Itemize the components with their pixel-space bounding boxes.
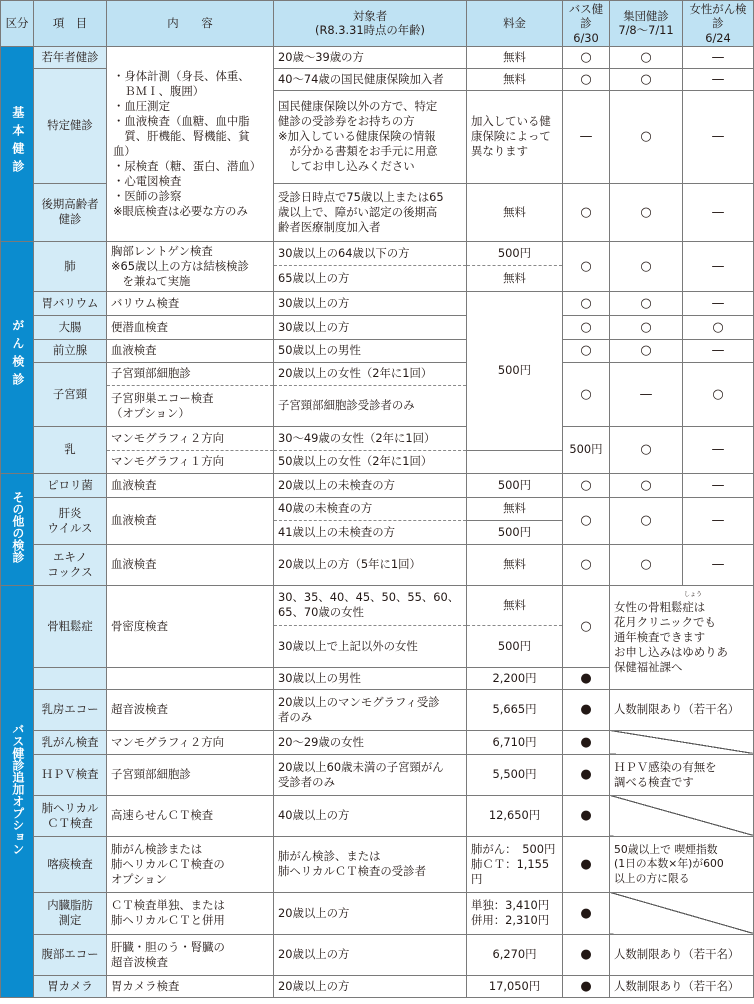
header-row	[1, 1, 754, 47]
mark-circle: ○	[563, 46, 610, 68]
mark-dash: —	[683, 183, 754, 241]
mark-circle: ○	[610, 315, 683, 339]
mark-dash: —	[683, 497, 754, 544]
table-row	[1, 892, 754, 934]
table-row	[1, 754, 754, 795]
mark-dash: —	[683, 90, 754, 183]
fee-echinococcus: 無料	[467, 544, 563, 585]
category-other	[1, 473, 34, 585]
mark-circle: ○	[610, 241, 683, 291]
header-group	[610, 1, 683, 47]
content-echinococcus: 血液検査	[107, 544, 274, 585]
mark-dash: —	[683, 241, 754, 291]
basic-content: ・身体計測（身長、体重、 ＢＭＩ、腹囲） ・血圧測定 ・血液検査（血糖、血中脂 質、肝機能、腎機能、貧血） ・尿検査（糖、蛋白、潜血） ・心電図検査 ・医師の診察 ※眼底検査は必要な方のみ	[107, 46, 274, 241]
fee-hepatitis-2: 500円	[467, 520, 563, 544]
target-lung-2: 65歳以上の方	[274, 266, 467, 292]
note-sputum: 50歳以上で 喫煙指数 (1日の本数×年)が600 以上の方に限る	[610, 836, 754, 892]
fee-sputum: 肺がん： 500円 肺ＣＴ：1,155円	[467, 836, 563, 892]
target-uterus-1: 20歳以上の女性（2年に1回）	[274, 362, 467, 385]
category-other-label: その他の検診	[10, 491, 25, 564]
header-bus-title: バス健診	[568, 2, 604, 31]
item-breast-echo: 乳房エコー	[34, 689, 107, 730]
mark-circle: ○	[683, 362, 754, 426]
content-lung: 胸部レントゲン検査 ※65歳以上の方は結核検診 を兼ねて実施	[107, 241, 274, 291]
fee-elderly: 無料	[467, 183, 563, 241]
fee-bone-1: 無料	[467, 585, 563, 625]
mark-circle: ○	[563, 68, 610, 90]
mark-dash: —	[683, 46, 754, 68]
mark-dot: ●	[563, 667, 610, 689]
header-women-date: 6/24	[705, 30, 731, 45]
mark-circle: ○	[610, 339, 683, 362]
note-bone	[610, 585, 754, 689]
item-breast-cancer: 乳がん検査	[34, 730, 107, 754]
item-uterus: 子宮頸	[34, 362, 107, 426]
mark-circle: ○	[610, 497, 683, 544]
mark-circle: ○	[563, 183, 610, 241]
target-pylori: 20歳以上の未検査の方	[274, 473, 467, 497]
mark-dash: —	[683, 291, 754, 315]
mark-circle: ○	[563, 544, 610, 585]
note-bone-text: 女性の骨粗鬆症は 花月クリニックでも 通年検査できます お申し込みはゆめりあ 保健福祉課へ	[614, 599, 728, 674]
target-visceral: 20歳以上の方	[274, 892, 467, 934]
mark-dot: ●	[563, 975, 610, 997]
fee-abdominal: 6,270円	[467, 934, 563, 975]
mark-circle: ○	[563, 339, 610, 362]
note-gastro: 人数制限あり（若干名）	[610, 975, 754, 997]
header-group-title: 集団健診	[623, 9, 669, 24]
table-row	[1, 497, 754, 520]
mark-circle: ○	[683, 315, 754, 339]
mark-dot: ●	[563, 836, 610, 892]
table-row	[1, 46, 754, 68]
mark-dot: ●	[563, 795, 610, 836]
table-row	[1, 795, 754, 836]
fee-visceral: 単独：3,410円 併用：2,310円	[467, 892, 563, 934]
table-row	[1, 426, 754, 450]
fee-hpv: 5,500円	[467, 754, 563, 795]
fee-hepatitis-1: 無料	[467, 497, 563, 520]
target-uterus-2: 子宮頸部細胞診受診者のみ	[274, 385, 467, 426]
table-row	[1, 585, 754, 625]
mark-dot: ●	[563, 892, 610, 934]
item-colon: 大腸	[34, 315, 107, 339]
mark-dash: —	[683, 426, 754, 473]
note-abdominal: 人数制限あり（若干名）	[610, 934, 754, 975]
note-breast-echo: 人数制限あり（若干名）	[610, 689, 754, 730]
fee-cancer-shared: 500円	[467, 291, 563, 450]
mark-circle: ○	[610, 183, 683, 241]
target-stomach: 30歳以上の方	[274, 291, 467, 315]
header-women	[683, 1, 754, 47]
category-basic	[1, 46, 34, 241]
header-division: 区分	[1, 1, 34, 47]
header-women-title: 女性がん検診	[689, 2, 747, 31]
item-breast: 乳	[34, 426, 107, 473]
mark-dot: ●	[563, 934, 610, 975]
table-row	[1, 689, 754, 730]
table-row	[1, 339, 754, 362]
target-gastro: 20歳以上の方	[274, 975, 467, 997]
fee-young: 無料	[467, 46, 563, 68]
mark-dash: —	[563, 90, 610, 183]
target-sputum: 肺がん検診、または 肺ヘリカルＣＴ検査の受診者	[274, 836, 467, 892]
fee-breast: 500円	[563, 426, 610, 473]
item-specific: 特定健診	[34, 68, 107, 183]
content-breast-echo: 超音波検査	[107, 689, 274, 730]
table-row	[1, 730, 754, 754]
item-prostate: 前立腺	[34, 339, 107, 362]
mark-circle: ○	[563, 315, 610, 339]
target-breast-echo: 20歳以上のマンモグラフィ受診 者のみ	[274, 689, 467, 730]
mark-circle: ○	[610, 473, 683, 497]
mark-dash: —	[683, 473, 754, 497]
fee-bone-2: 500円	[467, 625, 563, 667]
item-visceral: 内臓脂肪 測定	[34, 892, 107, 934]
mark-circle: ○	[563, 362, 610, 426]
item-lung: 肺	[34, 241, 107, 291]
item-elderly: 後期高齢者 健診	[34, 183, 107, 241]
empty-cell-slashed	[610, 892, 754, 934]
header-bus	[563, 1, 610, 47]
mark-dot: ●	[563, 730, 610, 754]
note-bone-ruby: しょう	[684, 590, 703, 598]
table-row	[1, 975, 754, 997]
header-bus-date: 6/30	[573, 30, 599, 45]
fee-specific-national: 無料	[467, 68, 563, 90]
header-content: 内 容	[107, 1, 274, 47]
fee-lung-2: 無料	[467, 266, 563, 292]
item-sputum: 喀痰検査	[34, 836, 107, 892]
item-abdominal: 腹部エコー	[34, 934, 107, 975]
item-helical: 肺ヘリカル ＣＴ検査	[34, 795, 107, 836]
mark-circle: ○	[563, 585, 610, 667]
mark-dash: —	[683, 339, 754, 362]
content-colon: 便潜血検査	[107, 315, 274, 339]
target-hpv: 20歳以上60歳未満の子宮頸がん 受診者のみ	[274, 754, 467, 795]
mark-circle: ○	[610, 544, 683, 585]
content-hpv: 子宮頸部細胞診	[107, 754, 274, 795]
target-elderly: 受診日時点で75歳以上または65 歳以上で、障がい認定の後期高 齢者医療制度加入者	[274, 183, 467, 241]
fee-breast-echo: 5,665円	[467, 689, 563, 730]
fee-bone-3: 2,200円	[467, 667, 563, 689]
target-bone-2: 30歳以上で上記以外の女性	[274, 625, 467, 667]
item-hepatitis: 肝炎 ウイルス	[34, 497, 107, 544]
content-uterus-1: 子宮頸部細胞診	[107, 362, 274, 385]
content-hepatitis: 血液検査	[107, 497, 274, 544]
mark-circle: ○	[563, 497, 610, 544]
fee-lung-1: 500円	[467, 241, 563, 266]
item-pylori: ピロリ菌	[34, 473, 107, 497]
empty-cell-slashed	[610, 795, 754, 836]
mark-circle: ○	[610, 291, 683, 315]
table-row	[1, 934, 754, 975]
header-fee: 料金	[467, 1, 563, 47]
fee-helical: 12,650円	[467, 795, 563, 836]
target-helical: 40歳以上の方	[274, 795, 467, 836]
item-echinococcus: エキノ コックス	[34, 544, 107, 585]
header-group-date: 7/8～7/11	[618, 23, 674, 38]
content-breast-1: マンモグラフィ２方向	[107, 426, 274, 450]
mark-dot: ●	[563, 689, 610, 730]
header-target-title: 対象者	[352, 9, 388, 24]
target-specific-national: 40～74歳の国民健康保険加入者	[274, 68, 467, 90]
category-cancer-label: がん検診	[10, 319, 25, 392]
header-target-sub: (R8.3.31時点の年齢)	[315, 23, 425, 38]
item-stomach: 胃バリウム	[34, 291, 107, 315]
target-young: 20歳～39歳の方	[274, 46, 467, 68]
item-young: 若年者健診	[34, 46, 107, 68]
table-row	[1, 836, 754, 892]
fee-breast-cancer: 6,710円	[467, 730, 563, 754]
fee-gastro: 17,050円	[467, 975, 563, 997]
fee-pylori: 500円	[467, 473, 563, 497]
empty-cell-slashed	[610, 730, 754, 754]
target-hepatitis-1: 40歳の未検査の方	[274, 497, 467, 520]
item-bone-blank	[34, 667, 107, 689]
header-item: 項 目	[34, 1, 107, 47]
content-helical: 高速らせんＣＴ検査	[107, 795, 274, 836]
mark-dash: —	[610, 362, 683, 426]
target-breast-cancer: 20～29歳の女性	[274, 730, 467, 754]
category-bus-option	[1, 585, 34, 997]
table-row	[1, 241, 754, 266]
content-gastro: 胃カメラ検査	[107, 975, 274, 997]
target-prostate: 50歳以上の男性	[274, 339, 467, 362]
target-bone-3: 30歳以上の男性	[274, 667, 467, 689]
content-breast-cancer: マンモグラフィ２方向	[107, 730, 274, 754]
target-hepatitis-2: 41歳以上の未検査の方	[274, 520, 467, 544]
item-gastro: 胃カメラ	[34, 975, 107, 997]
table-row	[1, 473, 754, 497]
target-echinococcus: 20歳以上の方（5年に1回）	[274, 544, 467, 585]
category-bus-option-label: バス健診追加オプション	[10, 723, 25, 856]
table-row	[1, 315, 754, 339]
item-bone: 骨粗鬆症	[34, 585, 107, 667]
header-target	[274, 1, 467, 47]
table-row	[1, 544, 754, 585]
mark-circle: ○	[563, 291, 610, 315]
content-visceral: ＣＴ検査単独、または 肺ヘリカルＣＴと併用	[107, 892, 274, 934]
table-row	[1, 291, 754, 315]
mark-circle: ○	[563, 241, 610, 291]
fee-specific-other: 加入している健 康保険によって 異なります	[467, 90, 563, 183]
mark-dash: —	[683, 544, 754, 585]
note-hpv: ＨＰＶ感染の有無を 調べる検査です	[610, 754, 754, 795]
content-pylori: 血液検査	[107, 473, 274, 497]
content-bone: 骨密度検査	[107, 585, 274, 667]
target-lung-1: 30歳以上の64歳以下の方	[274, 241, 467, 266]
table-row	[1, 362, 754, 385]
content-abdominal: 肝臓・胆のう・腎臓の 超音波検査	[107, 934, 274, 975]
target-breast-2: 50歳以上の女性（2年に1回）	[274, 450, 467, 473]
target-colon: 30歳以上の方	[274, 315, 467, 339]
mark-circle: ○	[610, 46, 683, 68]
content-breast-2: マンモグラフィ１方向	[107, 450, 274, 473]
mark-circle: ○	[610, 90, 683, 183]
content-bone-blank	[107, 667, 274, 689]
category-basic-label: 基本健診	[10, 105, 25, 178]
target-breast-1: 30～49歳の女性（2年に1回）	[274, 426, 467, 450]
content-stomach: バリウム検査	[107, 291, 274, 315]
mark-dash: —	[683, 68, 754, 90]
target-abdominal: 20歳以上の方	[274, 934, 467, 975]
target-bone-1: 30、35、40、45、50、55、60、 65、70歳の女性	[274, 585, 467, 625]
mark-dot: ●	[563, 754, 610, 795]
mark-circle: ○	[610, 426, 683, 473]
category-cancer	[1, 241, 34, 473]
content-prostate: 血液検査	[107, 339, 274, 362]
target-specific-other: 国民健康保険以外の方で、特定 健診の受診券をお持ちの方 ※加入している健康保険の情報 が分かる書類をお手元に用意 してお申し込みください	[274, 90, 467, 183]
item-hpv: ＨＰＶ検査	[34, 754, 107, 795]
mark-circle: ○	[610, 68, 683, 90]
content-sputum: 肺がん検診または 肺ヘリカルＣＴ検査の オプション	[107, 836, 274, 892]
mark-circle: ○	[563, 473, 610, 497]
content-uterus-2: 子宮卵巣エコー検査 （オプション）	[107, 385, 274, 426]
